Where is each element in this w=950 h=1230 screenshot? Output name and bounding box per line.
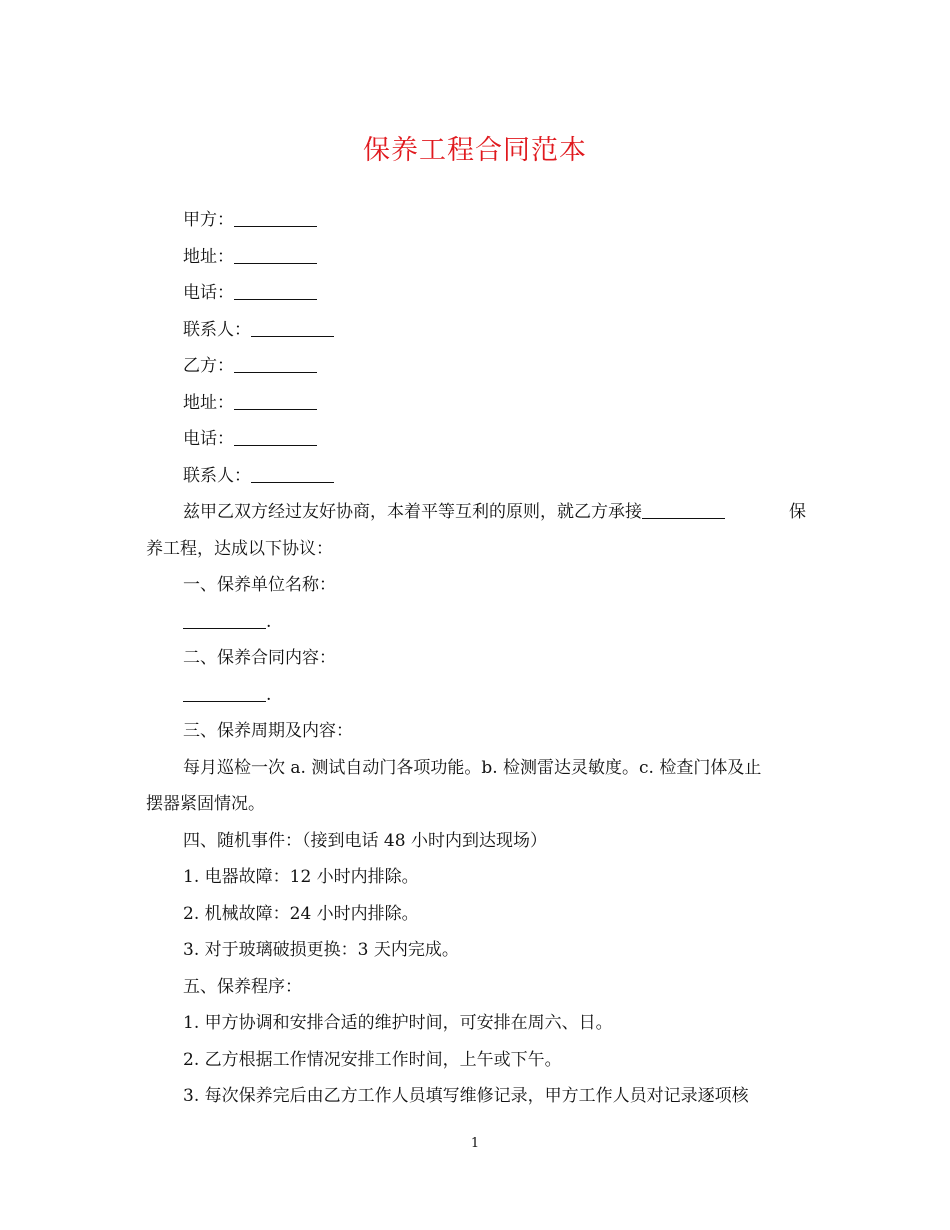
section-5-item: 2. 乙方根据工作情况安排工作时间，上午或下午。	[183, 1049, 562, 1070]
section-5-item: 1. 甲方协调和安排合适的维护时间，可安排在周六、日。	[183, 1013, 613, 1033]
maintenance-unit-blank	[183, 611, 266, 629]
party-b-phone-label: 电话：	[183, 429, 234, 449]
party-b-phone-blank	[234, 428, 317, 446]
section-1-suffix: .	[266, 611, 272, 632]
contract-content-blank	[183, 684, 266, 702]
section-2-blank-line	[146, 677, 806, 714]
party-b-phone-line	[146, 421, 806, 458]
party-a-address-label: 地址：	[183, 246, 234, 267]
section-2-heading: 二、保养合同内容：	[183, 648, 336, 668]
section-1-blank-line	[146, 604, 806, 641]
party-a-phone-line	[146, 275, 806, 312]
party-a-address-line	[146, 239, 806, 276]
section-4-item: 2. 机械故障：24 小时内排除。	[183, 903, 419, 924]
intro-text-group	[146, 494, 725, 531]
section-3-body-continuation: 摆器紧固情况。	[146, 794, 265, 814]
document-body	[146, 202, 806, 1115]
intro-paragraph-continuation: 养工程，达成以下协议：	[146, 538, 333, 559]
document-title: 保养工程合同范本	[363, 135, 587, 166]
party-b-blank	[234, 355, 317, 373]
party-a-address-blank	[234, 246, 317, 264]
party-b-line	[146, 348, 806, 385]
section-4-item: 1. 电器故障：12 小时内排除。	[183, 867, 419, 887]
section-2-suffix: .	[266, 684, 272, 705]
section-5-item: 3. 每次保养完后由乙方工作人员填写维修记录，甲方工作人员对记录逐项核	[183, 1086, 749, 1106]
intro-paragraph-line	[146, 494, 806, 531]
party-a-line	[146, 202, 806, 239]
party-a-contact-line	[146, 312, 806, 349]
section-3-heading: 三、保养周期及内容：	[183, 721, 353, 741]
project-name-blank	[642, 501, 725, 519]
party-b-address-blank	[234, 392, 317, 410]
party-b-label: 乙方：	[183, 356, 234, 376]
party-a-phone-blank	[234, 282, 317, 300]
party-a-phone-label: 电话：	[183, 283, 234, 303]
section-5-heading: 五、保养程序：	[183, 976, 302, 997]
section-4-item: 3. 对于玻璃破损更换：3 天内完成。	[183, 940, 459, 960]
party-a-contact-blank	[251, 319, 334, 337]
intro-text-end: 保	[789, 502, 806, 522]
party-a-label: 甲方：	[183, 210, 234, 230]
party-b-address-label: 地址：	[183, 392, 234, 413]
intro-text: 兹甲乙双方经过友好协商，本着平等互利的原则，就乙方承接	[183, 502, 642, 522]
party-b-contact-blank	[251, 465, 334, 483]
party-b-contact-label: 联系人：	[183, 465, 251, 486]
party-b-address-line	[146, 385, 806, 422]
section-4-heading: 四、随机事件：（接到电话 48 小时内到达现场）	[183, 830, 547, 851]
party-b-contact-line	[146, 458, 806, 495]
party-a-contact-label: 联系人：	[183, 319, 251, 340]
section-3-body: 每月巡检一次 a. 测试自动门各项功能。b. 检测雷达灵敏度。c. 检查门体及止	[183, 757, 762, 778]
section-1-heading: 一、保养单位名称：	[183, 575, 336, 595]
page-number: 1	[470, 1136, 480, 1151]
party-a-blank	[234, 209, 317, 227]
